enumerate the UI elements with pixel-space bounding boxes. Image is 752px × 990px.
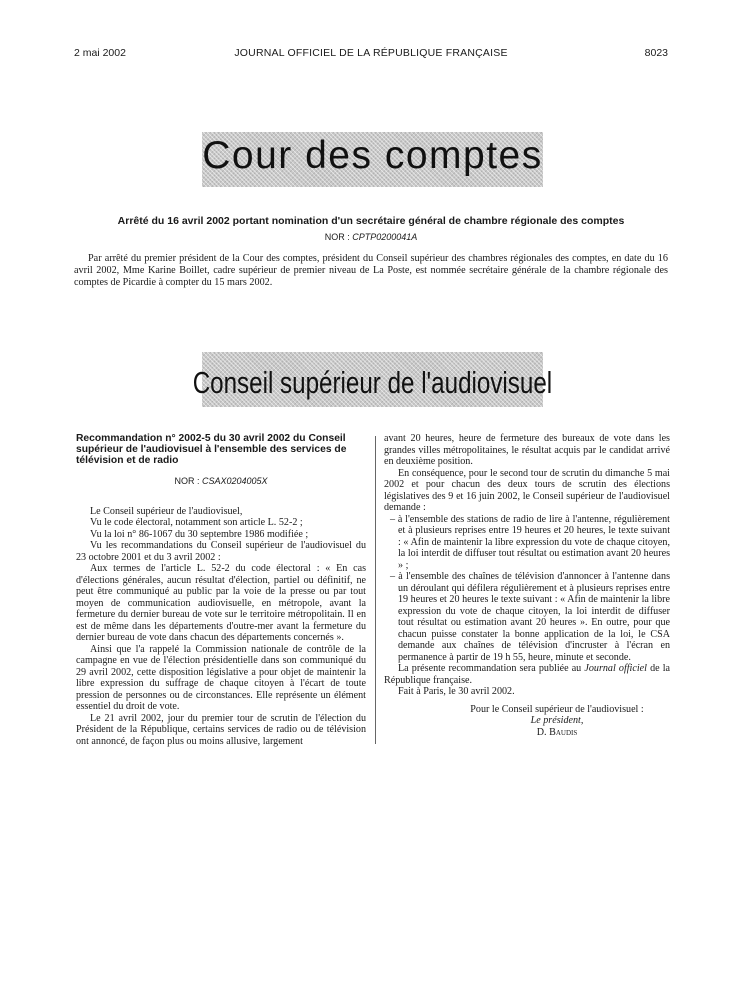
banner-title: Conseil supérieur de l'audiovisuel (192, 364, 553, 400)
header-date: 2 mai 2002 (74, 47, 126, 59)
publication-text: La présente recommandation sera publiée au (398, 663, 585, 674)
running-header (74, 47, 668, 61)
paragraph: Vu le code électoral, notamment son article L. 52-2 ; (90, 517, 303, 528)
column-divider (375, 436, 376, 744)
recommendation-title: Recommandation n° 2002-5 du 30 avril 2002 du Conseil supérieur de l'audiovisuel à l'ensemble des services de télévision et de radio (76, 433, 347, 466)
paragraph: Vu les recommandations du Conseil supérieur de l'audiovisuel du 23 octobre 2001 et du 3 avril 2002 : (76, 540, 366, 563)
list-item: – à l'ensemble des chaînes de télévision d'annoncer à l'antenne dans un déroulant qui défilera régulièrement et à plusieurs reprises entre 19 heures et 20 heures le texte suivant : « Afin de maintenir la libre expression du vote de chaque citoyen, la loi interdit de diffuser tout résultat ou estimation avant 20 heures ». En outre, pour que chacun puisse constater la bonne application de la loi, le CSA demande aux chaînes de télévision d'incruster à l'écran en permanence à partir de 19 h 55, heure, minute et seconde. (390, 571, 670, 663)
recommendation-nor (76, 476, 366, 488)
paragraph: Le Conseil supérieur de l'audiovisuel, (90, 505, 243, 517)
decree-body: Par arrêté du premier président de la Cour des comptes, président du Conseil supérieur des chambres régionales des comptes, en date du 16 avril 2002, Mme Karine Boillet, cadre supérieur de premier niveau de La Poste, est nommée secrétaire générale de la chambre régionale des comptes de Picardie à compter du 15 mars 2002. (74, 253, 668, 289)
nor-label: NOR : (174, 476, 202, 486)
signature-for: Pour le Conseil supérieur de l'audiovisuel : (470, 703, 644, 715)
section-banner-csa (192, 352, 553, 407)
header-page-number: 8023 (644, 47, 668, 59)
spacer (384, 698, 670, 702)
publication-paragraph (384, 663, 670, 686)
recommendation-left-column (76, 433, 366, 747)
list-item: – à l'ensemble des stations de radio de lire à l'antenne, régulièrement et à plusieurs reprises entre 19 heures et 20 heures, le texte suivant : « Afin de maintenir la libre expression du vote de chaque citoyen, la loi interdit de diffuser tout résultat ou estimation avant 20 heures » ; (390, 513, 670, 571)
nor-code: CPTP0200041A (352, 232, 418, 242)
decree-title: Arrêté du 16 avril 2002 portant nomination d'un secrétaire général de chambre régionale des comptes (117, 215, 625, 227)
banner-title: Cour des comptes (202, 133, 543, 177)
signature-name: D. Baudis (536, 726, 578, 738)
decree-nor (74, 232, 668, 242)
journal-name: Journal officiel (584, 663, 647, 674)
section-banner-cour-des-comptes (202, 132, 543, 187)
signature-role: Le président, (530, 715, 584, 726)
recommendation-right-column (384, 433, 670, 738)
paragraph: Le 21 avril 2002, jour du premier tour de scrutin de l'élection du Président de la République, certains services de radio ou de télévision ont annoncé, de façon plus ou moins allusive, largement (76, 712, 366, 747)
publication-text: de la République française. (384, 663, 671, 686)
nor-code: CSAX0204005X (201, 476, 268, 486)
paragraph: Aux termes de l'article L. 52-2 du code électoral : « En cas d'élections générales, aucun résultat d'élection, partiel ou définitif, ne peut être communiqué au public par la voie de la presse ou par tout moyen de communication audiovisuelle, en métropole, avant la fermeture du dernier bureau de vote sur le territoire métropolitain. Il en est de même dans les départements d'outre-mer avant la fermeture du dernier bureau de vote dans chacun des départements concernés ». (76, 563, 366, 643)
paragraph: avant 20 heures, heure de fermeture des bureaux de vote dans les grandes villes métropolitaines, le résultat acquis par le candidat arrivé en deuxième position. (384, 433, 670, 467)
nor-label: NOR : (324, 232, 353, 242)
done-at: Fait à Paris, le 30 avril 2002. (398, 686, 515, 697)
paragraph: Vu la loi n° 86-1067 du 30 septembre 1986 modifiée ; (90, 528, 309, 540)
header-journal-title: JOURNAL OFFICIEL DE LA RÉPUBLIQUE FRANÇAISE (234, 47, 508, 59)
paragraph: En conséquence, pour le second tour de scrutin du dimanche 5 mai 2002 et pour chacun des deux tours de scrutin des élections législatives des 9 et 16 juin 2002, le Conseil supérieur de l'audiovisuel demande : (384, 467, 670, 513)
paragraph: Ainsi que l'a rappelé la Commission nationale de contrôle de la campagne en vue de l'élection présidentielle dans son communiqué du 29 avril 2002, cette disposition législative a pour objet de maintenir la libre expression du suffrage de chaque citoyen à l'écart de toute pression de personnes ou de circonstances. Elle représente un élément essentiel du droit de vote. (76, 643, 366, 712)
